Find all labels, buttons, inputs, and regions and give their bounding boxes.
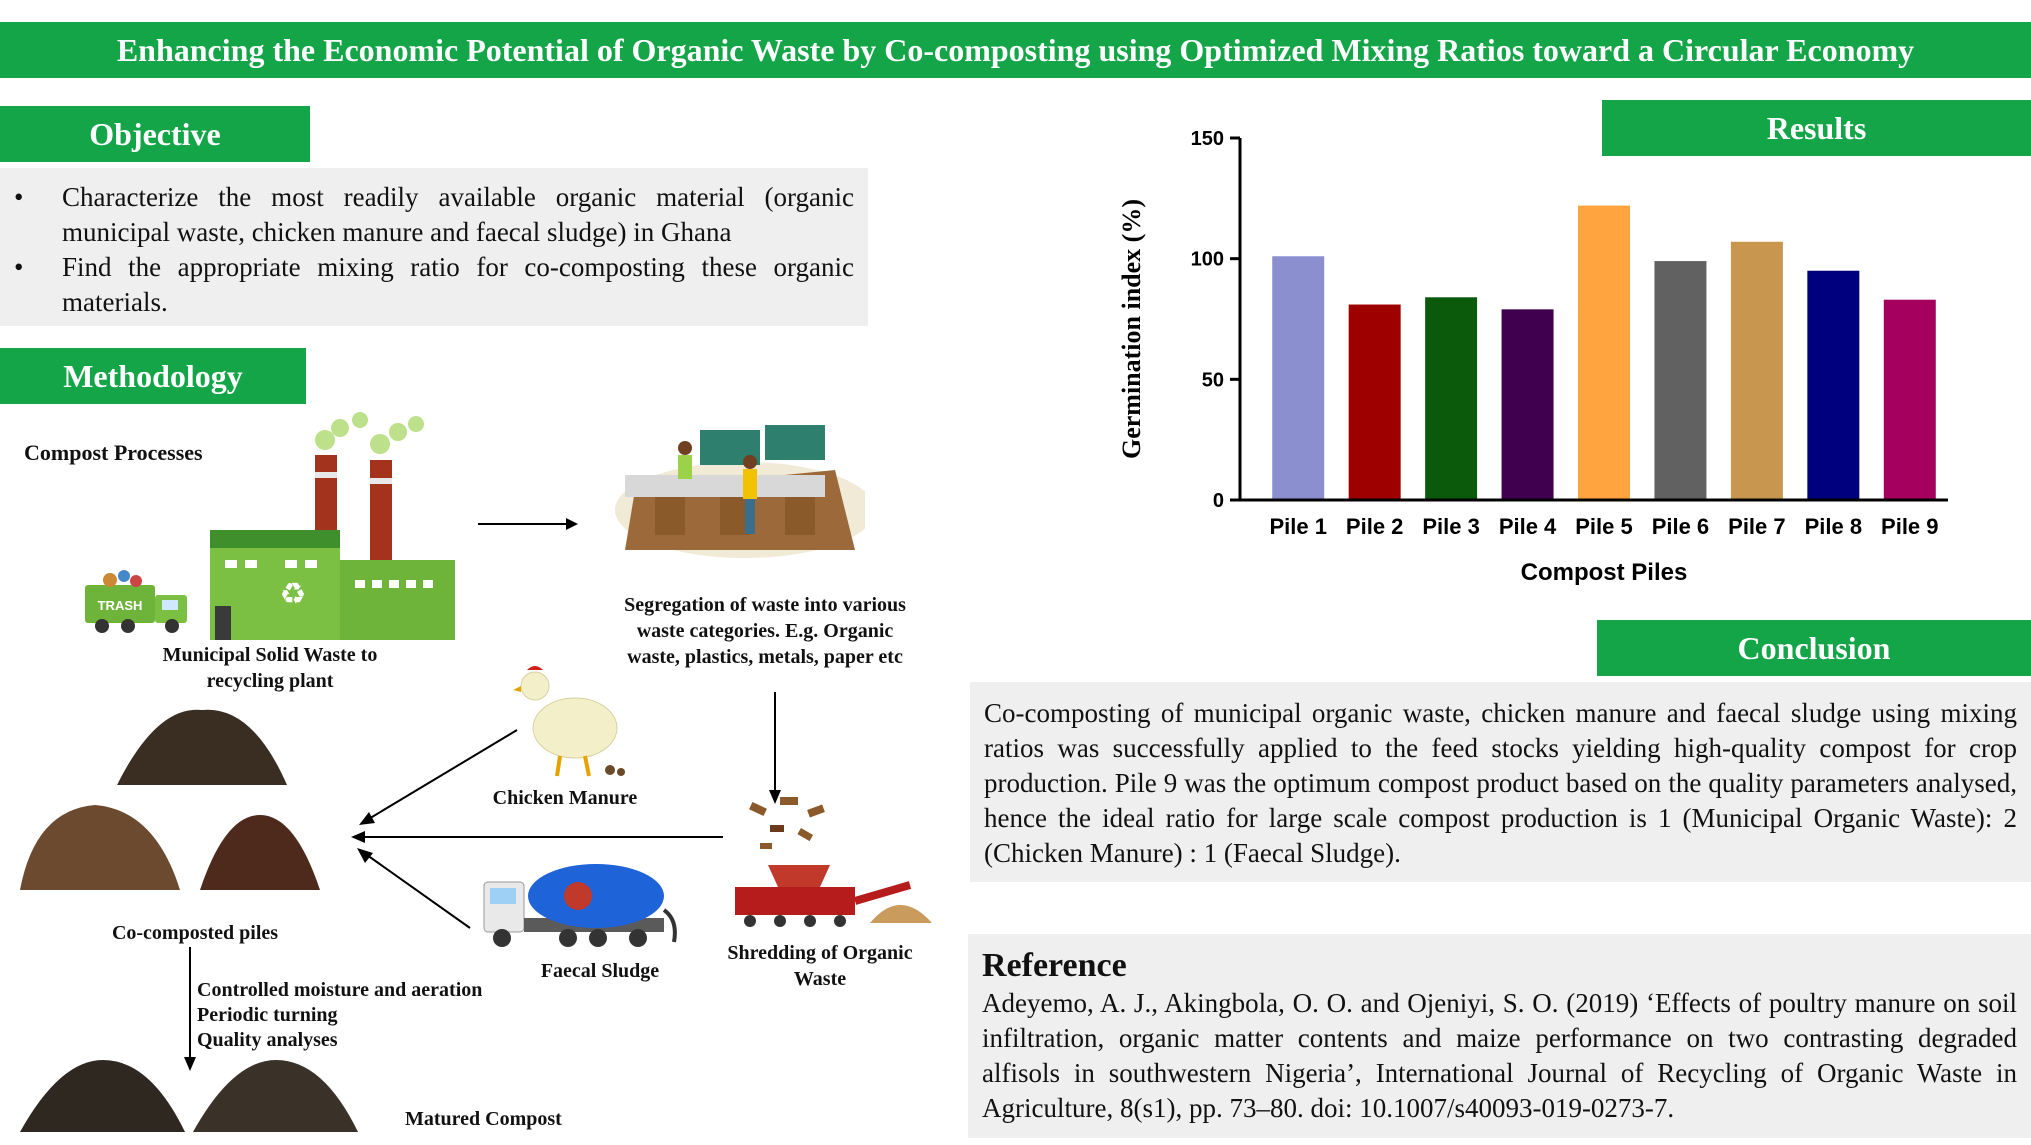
- y-tick-label: 100: [1190, 248, 1224, 271]
- compost-pile-icon: [15, 790, 185, 900]
- arrow-from-tanker: [367, 855, 470, 928]
- msw-label: Municipal Solid Waste to recycling plant: [162, 644, 378, 692]
- conclusion-text: Co-composting of municipal organic waste, chicken manure and faecal sludge using mixing ratios was successfully applied to the feed stocks yielding high-quality compost for crop production. Pile 9 was the optimum compost product based on the quality parameters analysed, hence the ideal ratio for large scale compost production is 1 (Municipal Organic Waste): 2 (Chicken Manure) : 1 (Faecal Sludge).: [984, 698, 2017, 868]
- compost-processes-title: Compost Processes: [24, 440, 203, 465]
- conclusion-heading: [1597, 620, 2031, 676]
- bar-pile-3: [1425, 297, 1477, 500]
- matured-compost-label: Matured Compost: [405, 1108, 562, 1130]
- conveyor-belt-icon: [625, 475, 825, 497]
- x-tick-label: Pile 5: [1575, 514, 1633, 539]
- poster-title: Enhancing the Economic Potential of Organic Waste by Co-composting using Optimized Mixing Ratios toward a Circular Economy: [116, 31, 1915, 68]
- hopper-icon: [768, 865, 830, 887]
- y-tick-label: 50: [1201, 369, 1224, 392]
- x-tick-label: Pile 2: [1345, 514, 1404, 539]
- truck-label: TRASH: [97, 598, 143, 613]
- methodology-heading-text: Methodology: [63, 357, 243, 394]
- bin-icon: [765, 425, 825, 460]
- y-ticks: [1191, 128, 1240, 512]
- chimney-icon: [370, 460, 392, 560]
- shredded-pile-icon: [870, 905, 932, 923]
- recycling-plant-illustration: [80, 410, 470, 640]
- shredder-icon: [735, 887, 855, 915]
- process-steps: [197, 978, 482, 1053]
- reference-heading: Reference: [982, 947, 1127, 984]
- compost-pile-icon: [195, 805, 325, 900]
- bar-pile-5: [1578, 206, 1630, 500]
- x-tick-label: Pile 1: [1269, 514, 1327, 539]
- x-tick-labels: [1269, 514, 1938, 539]
- sorting-line-illustration: [605, 400, 865, 560]
- bar-pile-6: [1654, 261, 1706, 500]
- waste-pieces-icon: [749, 797, 825, 849]
- objective-item: • Characterize the most readily available organic material (organic municipal waste, chicken manure and faecal sludge) in Ghana: [0, 180, 854, 250]
- arrow-from-chicken: [367, 730, 517, 820]
- conclusion-heading-text: Conclusion: [1737, 629, 1891, 666]
- co-composted-piles-label: Co-composted piles: [111, 922, 279, 944]
- x-tick-label: Pile 3: [1422, 514, 1480, 539]
- x-axis-label: Compost Piles: [1520, 559, 1688, 586]
- objective-item: • Find the appropriate mixing ratio for co-composting these organic materials.: [0, 250, 854, 320]
- step-turning: Periodic turning: [197, 1004, 338, 1026]
- worker-icon: [743, 455, 757, 469]
- y-tick-label: 0: [1212, 490, 1224, 512]
- chart-bars: [1272, 206, 1936, 500]
- step-quality: Quality analyses: [197, 1029, 338, 1051]
- matured-compost-pile-icon: [15, 1052, 190, 1137]
- x-tick-label: Pile 8: [1804, 514, 1863, 539]
- shredding-label: Shredding of Organic Waste: [727, 942, 913, 990]
- bar-pile-4: [1502, 309, 1554, 500]
- smoke-icon: [315, 412, 424, 454]
- title-banner: [0, 22, 2031, 78]
- step-moisture: Controlled moisture and aeration: [197, 979, 483, 1001]
- bar-pile-9: [1884, 300, 1936, 500]
- reference-text: Adeyemo, A. J., Akingbola, O. O. and Ojeniyi, S. O. (2019) ‘Effects of poultry manure on soil infiltration, organic matter contents and maize performance on two contrasting degraded alfisols in southwestern Nigeria’, International Journal of Recycling of Organic Waste in Agriculture, 8(s1), pp. 73–80. doi: 10.1007/s40093-019-0273-7.: [982, 988, 2017, 1123]
- y-tick-label: 150: [1190, 128, 1224, 150]
- shredder-illustration: [720, 795, 950, 935]
- bar-pile-2: [1349, 305, 1401, 500]
- x-tick-label: Pile 9: [1881, 514, 1939, 539]
- chicken-manure-label: Chicken Manure: [492, 787, 638, 809]
- results-heading-text: Results: [1766, 109, 1867, 146]
- methodology-heading: [0, 348, 306, 404]
- y-axis-label: Germination index (%): [1117, 199, 1146, 459]
- objective-list: [0, 168, 868, 320]
- faecal-sludge-label: Faecal Sludge: [540, 960, 660, 982]
- bar-pile-8: [1807, 271, 1859, 500]
- conclusion-panel: [970, 682, 2031, 882]
- compost-pile-icon: [112, 700, 292, 790]
- x-tick-label: Pile 6: [1651, 514, 1710, 539]
- objective-heading-text: Objective: [89, 115, 221, 152]
- bar-pile-7: [1731, 242, 1783, 500]
- arrow-to-shredding: [760, 690, 790, 810]
- germination-index-chart: [1110, 110, 1970, 600]
- reference-panel: [968, 934, 2031, 1138]
- arrows-to-piles: [345, 720, 725, 940]
- worker-icon: [678, 441, 692, 455]
- recycle-icon: ♻: [279, 578, 307, 611]
- arrow-to-segregation: [470, 510, 580, 540]
- trash-truck-icon: [85, 570, 187, 633]
- objective-panel: [0, 168, 868, 326]
- bar-pile-1: [1272, 256, 1324, 500]
- segregation-label: Segregation of waste into various waste categories. E.g. Organic waste, plastics, metals, paper etc: [624, 594, 906, 668]
- x-tick-label: Pile 7: [1728, 514, 1786, 539]
- objective-heading: [0, 106, 310, 162]
- x-tick-label: Pile 4: [1498, 514, 1557, 539]
- matured-compost-pile-icon: [188, 1052, 363, 1137]
